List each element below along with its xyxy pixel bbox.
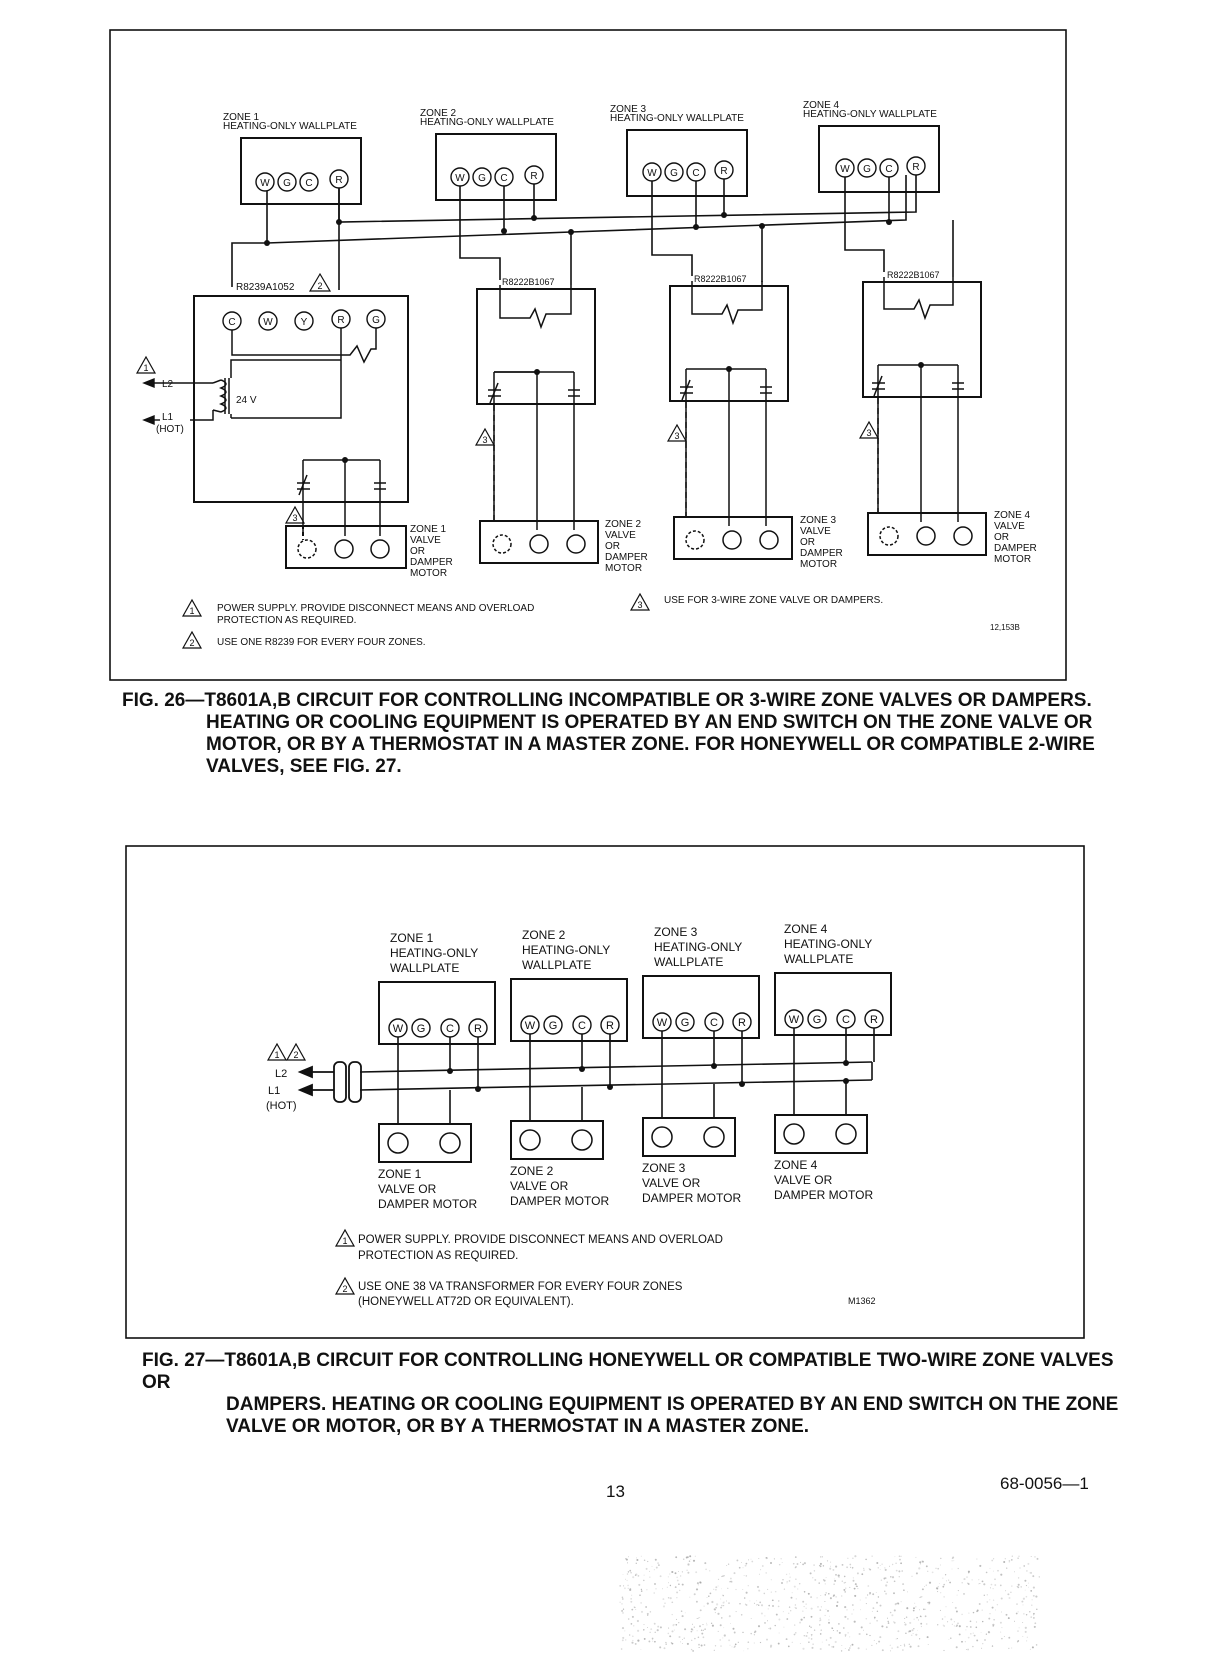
fig26-zone2-title: ZONE 2 <box>420 108 457 119</box>
fig27-zone4-subtitle: HEATING-ONLY <box>784 937 873 951</box>
fig27-valve3-terminal-1 <box>652 1127 672 1147</box>
fig26-valve1-label-valve: VALVE <box>410 535 441 546</box>
fig26-zone1-3wire-mark-num: 3 <box>292 513 298 523</box>
fig26-transformer-label: 24 V <box>236 395 257 406</box>
fig26-panel-g-label: G <box>372 315 380 326</box>
fig27-drawing-code: M1362 <box>848 1296 876 1306</box>
fig26-z2-g-label: G <box>478 173 486 184</box>
fig27-valve2-terminal-1 <box>520 1130 540 1150</box>
fig26-zone4-3wire-mark-num: 3 <box>866 428 872 438</box>
fig27-z4-c-label: C <box>842 1014 850 1026</box>
fig26-zone2-3wire-mark-num: 3 <box>482 435 488 445</box>
fig26-note2-mark-num: 2 <box>189 638 195 648</box>
fig27-zone4-title: ZONE 4 <box>784 922 828 936</box>
fig26-valve3-label-motor: MOTOR <box>800 559 838 570</box>
fig27-valve2-terminal-2 <box>572 1130 592 1150</box>
fig26-valve4-terminal-2 <box>917 527 935 545</box>
fig27-valve3-zone: ZONE 3 <box>642 1161 686 1175</box>
fig27-caption <box>142 1350 1142 1438</box>
fig26-valve1-label-damper: DAMPER <box>410 557 453 568</box>
fig26-valve-2 <box>480 521 598 563</box>
fig27-power-mark-1-num: 1 <box>274 1050 280 1060</box>
scan-noise-dots <box>619 1555 1040 1652</box>
fig27-caption-line2: DAMPERS. HEATING OR COOLING EQUIPMENT IS OPERATED BY AN END SWITCH ON THE ZONE <box>226 1394 1119 1415</box>
scan-noise <box>0 1526 1228 1656</box>
fig26-z3-c-label: C <box>692 168 700 179</box>
fig27-valve-1 <box>379 1124 471 1162</box>
fig27-valve3-valve-or: VALVE OR <box>642 1176 701 1190</box>
fig27-zone1-subtitle: HEATING-ONLY <box>390 946 479 960</box>
fig26-valve2-label-or: OR <box>605 541 620 552</box>
fig27-l2-label: L2 <box>275 1068 288 1080</box>
fig26-valve1-label-or: OR <box>410 546 425 557</box>
fig26-valve4-label-or: OR <box>994 532 1009 543</box>
fig26-valve4-label-damper: DAMPER <box>994 543 1037 554</box>
fig26-valve2-terminal-3 <box>567 535 585 553</box>
fig26-relay3-model: R8222B1067 <box>694 274 747 284</box>
fig26-valve4-terminal-1 <box>880 527 898 545</box>
fig27-zone1-title: ZONE 1 <box>390 931 434 945</box>
fig26-z3-r-label: R <box>720 166 728 177</box>
fig27-z4-g-label: G <box>812 1014 822 1026</box>
fig26-z3-w-label: W <box>647 168 657 179</box>
fig27-z1-r-label: R <box>474 1023 482 1035</box>
fig26-z1-c-label: C <box>305 178 313 189</box>
fig27-z4-w-label: W <box>788 1014 800 1026</box>
fig27-diagram <box>0 840 1228 1360</box>
fig26-valve2-terminal-1 <box>493 535 511 553</box>
fig27-valve1-damper-motor: DAMPER MOTOR <box>378 1197 478 1211</box>
fig26-z4-c-label: C <box>885 164 893 175</box>
fig27-valve4-terminal-1 <box>784 1124 804 1144</box>
fig26-valve-4 <box>868 513 986 555</box>
fig26-valve3-label-zone: ZONE 3 <box>800 515 837 526</box>
fig27-valve4-terminal-2 <box>836 1124 856 1144</box>
fig26-panel-model: R8239A1052 <box>236 282 295 293</box>
fig26-z4-g-label: G <box>863 164 871 175</box>
fig27-valve1-terminal-1 <box>388 1133 408 1153</box>
fig26-valve2-label-valve: VALVE <box>605 530 636 541</box>
fig26-valve-3 <box>674 517 792 559</box>
fig26-zone4-subtitle: HEATING-ONLY WALLPLATE <box>803 109 937 120</box>
fig26-valve3-label-damper: DAMPER <box>800 548 843 559</box>
fig27-valve4-zone: ZONE 4 <box>774 1158 818 1172</box>
fig26-relay4-model: R8222B1067 <box>887 270 940 280</box>
fig26-z2-r-label: R <box>530 171 538 182</box>
fig26-valve3-terminal-2 <box>723 531 741 549</box>
fig26-z1-r-label: R <box>335 175 343 186</box>
fig27-z1-c-label: C <box>446 1023 454 1035</box>
fig26-valve3-label-or: OR <box>800 537 815 548</box>
fig26-panel-note-mark-num: 2 <box>317 281 323 291</box>
fig26-z1-w-label: W <box>260 178 270 189</box>
fig26-valve1-terminal-2 <box>335 540 353 558</box>
fig26-valve3-label-valve: VALVE <box>800 526 831 537</box>
fig26-zone4-title: ZONE 4 <box>803 100 840 111</box>
fig27-valve2-zone: ZONE 2 <box>510 1164 554 1178</box>
fig27-l1-label: L1 <box>268 1085 281 1097</box>
fig27-caption-line1: FIG. 27—T8601A,B CIRCUIT FOR CONTROLLING HONEYWELL OR COMPATIBLE TWO-WIRE ZONE VALVES OR <box>142 1350 1114 1393</box>
fig27-z2-c-label: C <box>578 1020 586 1032</box>
fig27-valve3-damper-motor: DAMPER MOTOR <box>642 1191 742 1205</box>
fig26-valve4-terminal-3 <box>954 527 972 545</box>
fig27-z1-g-label: G <box>416 1023 426 1035</box>
fig26-z4-r-label: R <box>912 162 920 173</box>
fig26-zone3-title: ZONE 3 <box>610 104 647 115</box>
fig27-z3-w-label: W <box>656 1017 668 1029</box>
fig26-valve1-terminal-3 <box>371 540 389 558</box>
fig26-valve1-label-motor: MOTOR <box>410 568 448 579</box>
fig26-zone3-3wire-mark-num: 3 <box>674 431 680 441</box>
fig27-zone4-wallplate: WALLPLATE <box>784 952 854 966</box>
fig26-bus-wiring <box>232 175 953 290</box>
fig27-zone2-subtitle: HEATING-ONLY <box>522 943 611 957</box>
fig27-power-mark-2-num: 2 <box>293 1050 299 1060</box>
fig26-valve2-terminal-2 <box>530 535 548 553</box>
fig27-zone3-subtitle: HEATING-ONLY <box>654 940 743 954</box>
fig27-z4-r-label: R <box>870 1014 878 1026</box>
fig27-z3-r-label: R <box>738 1017 746 1029</box>
fig26-panel-internal-wiring <box>190 328 386 536</box>
fig26-l1-label: L1 <box>162 412 174 423</box>
fig27-transformer <box>300 1062 361 1102</box>
fig27-hot-label: (HOT) <box>266 1100 297 1112</box>
fig27-zone3-wallplate: WALLPLATE <box>654 955 724 969</box>
fig26-drawing-code: 12,153B <box>990 623 1020 632</box>
fig27-z2-w-label: W <box>524 1020 536 1032</box>
fig27-valve4-damper-motor: DAMPER MOTOR <box>774 1188 874 1202</box>
fig26-panel-r-label: R <box>337 315 345 326</box>
fig27-valve2-valve-or: VALVE OR <box>510 1179 569 1193</box>
fig26-z3-g-label: G <box>670 168 678 179</box>
fig26-note1-line2: PROTECTION AS REQUIRED. <box>217 615 357 626</box>
fig26-valve4-label-zone: ZONE 4 <box>994 510 1031 521</box>
fig27-valve-2 <box>511 1121 603 1159</box>
fig27-valve3-terminal-2 <box>704 1127 724 1147</box>
fig26-zone3-subtitle: HEATING-ONLY WALLPLATE <box>610 113 744 124</box>
fig26-zone2-subtitle: HEATING-ONLY WALLPLATE <box>420 117 554 128</box>
fig27-valve4-valve-or: VALVE OR <box>774 1173 833 1187</box>
fig27-valve1-valve-or: VALVE OR <box>378 1182 437 1196</box>
fig26-caption <box>122 690 1122 778</box>
fig26-note1-line1: POWER SUPPLY. PROVIDE DISCONNECT MEANS AND OVERLOAD <box>217 603 535 614</box>
fig26-power-note-mark-num: 1 <box>143 363 149 373</box>
fig26-valve2-label-damper: DAMPER <box>605 552 648 563</box>
fig26-valve2-label-zone: ZONE 2 <box>605 519 642 530</box>
fig26-panel-c-label: C <box>228 317 236 328</box>
fig26-z2-c-label: C <box>500 173 508 184</box>
fig26-valve3-terminal-3 <box>760 531 778 549</box>
fig26-panel-w-label: W <box>263 317 273 328</box>
fig26-note2: USE ONE R8239 FOR EVERY FOUR ZONES. <box>217 637 426 648</box>
fig27-note2-line1: USE ONE 38 VA TRANSFORMER FOR EVERY FOUR ZONES <box>358 1281 683 1293</box>
fig27-zone1-wallplate: WALLPLATE <box>390 961 460 975</box>
fig27-note1-mark-num: 1 <box>342 1236 348 1246</box>
fig27-valve-4 <box>775 1115 867 1153</box>
fig27-note2-line2: (HONEYWELL AT72D OR EQUIVALENT). <box>358 1296 574 1308</box>
fig27-z3-g-label: G <box>680 1017 690 1029</box>
fig27-note1-line2: PROTECTION AS REQUIRED. <box>358 1250 519 1262</box>
page-number: 13 <box>606 1482 625 1501</box>
fig26-valve4-label-valve: VALVE <box>994 521 1025 532</box>
fig26-z4-w-label: W <box>840 164 850 175</box>
fig26-l2-label: L2 <box>162 379 174 390</box>
fig27-z3-c-label: C <box>710 1017 718 1029</box>
fig26-zone1-title: ZONE 1 <box>223 112 260 123</box>
fig26-caption-line1: FIG. 26—T8601A,B CIRCUIT FOR CONTROLLING INCOMPATIBLE OR 3-WIRE ZONE VALVES OR DAMPERS. <box>122 690 1092 711</box>
fig26-zone1-subtitle: HEATING-ONLY WALLPLATE <box>223 121 357 132</box>
fig26-diagram <box>0 0 1228 700</box>
fig26-z1-g-label: G <box>283 178 291 189</box>
fig27-z1-w-label: W <box>392 1023 404 1035</box>
fig27-zone2-wallplate: WALLPLATE <box>522 958 592 972</box>
fig26-valve1-terminal-1 <box>298 540 316 558</box>
fig27-zone2-title: ZONE 2 <box>522 928 566 942</box>
fig26-valve2-label-motor: MOTOR <box>605 563 643 574</box>
fig26-relay2-model: R8222B1067 <box>502 277 555 287</box>
fig26-valve3-terminal-1 <box>686 531 704 549</box>
fig27-z2-g-label: G <box>548 1020 558 1032</box>
fig26-caption-line2: HEATING OR COOLING EQUIPMENT IS OPERATED BY AN END SWITCH ON THE ZONE VALVE OR <box>206 712 1093 733</box>
fig27-note2-mark-num: 2 <box>342 1284 348 1294</box>
fig27-bus-wiring <box>360 1028 874 1124</box>
fig26-note1-mark-num: 1 <box>189 606 195 616</box>
fig26-panel-y-label: Y <box>300 317 308 328</box>
fig26-note3: USE FOR 3-WIRE ZONE VALVE OR DAMPERS. <box>664 595 884 606</box>
fig27-valve-3 <box>643 1118 735 1156</box>
fig26-caption-line3: MOTOR, OR BY A THERMOSTAT IN A MASTER ZONE. FOR HONEYWELL OR COMPATIBLE 2-WIRE <box>206 734 1095 755</box>
fig26-z2-w-label: W <box>455 173 465 184</box>
fig26-valve1-label-zone: ZONE 1 <box>410 524 447 535</box>
fig26-valve4-label-motor: MOTOR <box>994 554 1032 565</box>
fig27-valve1-terminal-2 <box>440 1133 460 1153</box>
fig26-note3-mark-num: 3 <box>637 600 643 610</box>
fig27-valve1-zone: ZONE 1 <box>378 1167 422 1181</box>
fig27-caption-line3: VALVE OR MOTOR, OR BY A THERMOSTAT IN A MASTER ZONE. <box>226 1416 810 1437</box>
fig26-caption-line4: VALVES, SEE FIG. 27. <box>206 756 402 777</box>
fig27-z2-r-label: R <box>606 1020 614 1032</box>
fig26-hot-label: (HOT) <box>156 424 184 435</box>
fig27-valve2-damper-motor: DAMPER MOTOR <box>510 1194 610 1208</box>
fig27-note1-line1: POWER SUPPLY. PROVIDE DISCONNECT MEANS AND OVERLOAD <box>358 1234 723 1246</box>
fig27-zone3-title: ZONE 3 <box>654 925 698 939</box>
document-number: 68-0056—1 <box>1000 1474 1089 1493</box>
